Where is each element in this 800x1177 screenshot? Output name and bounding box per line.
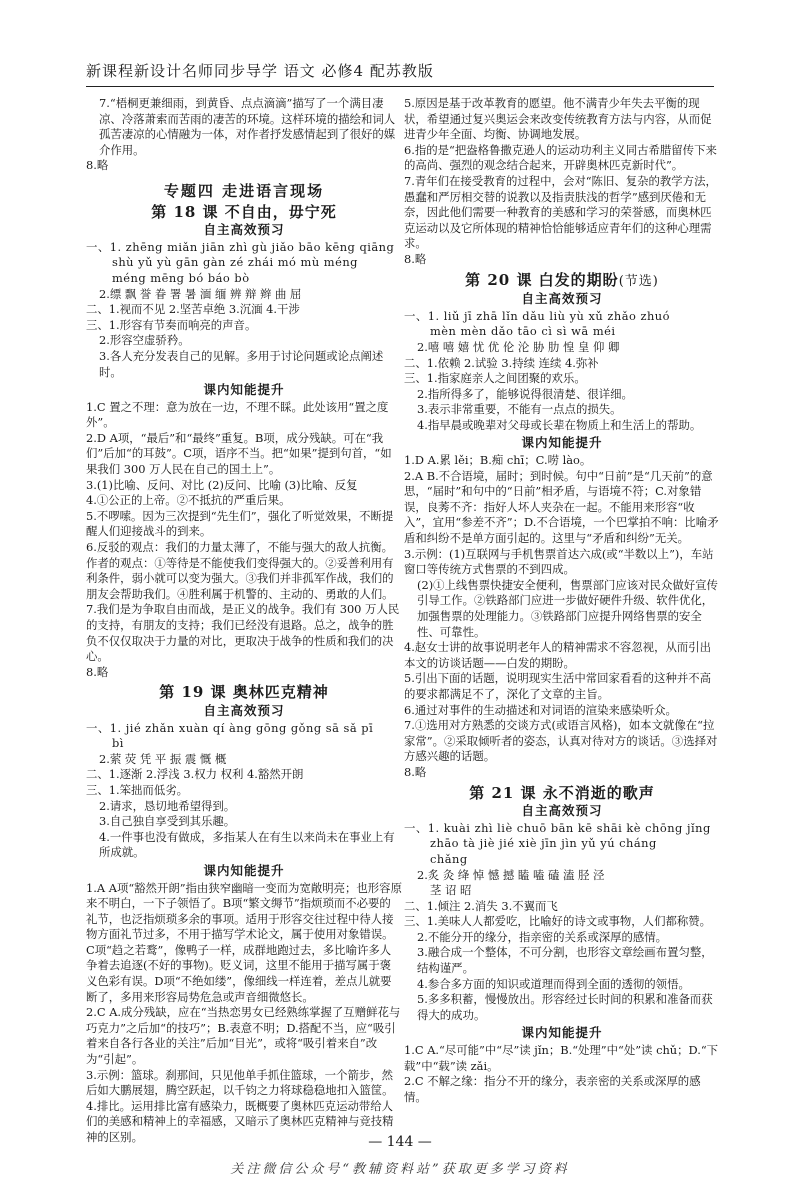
answer-item: 5.引出下面的话题，说明现实生活中常回家看看的这种并不高的要求都满足不了，深化了文章的主旨。: [404, 671, 712, 701]
answer-item: 二、1.视而不见 2.坚苦卓绝 3.沉湎 4.干涉: [86, 302, 300, 317]
section-heading: 课内知能提升: [521, 435, 603, 451]
answer-item: 2.萦 荧 凭 平 振 震 慨 概: [99, 751, 227, 766]
answer-item: 5.多多积蓄，慢慢放出。形容经过长时间的积累和准备而获得大的成功。: [417, 992, 713, 1022]
answer-item: 一、1. liǔ jī zhā lǐn dǎu liù yù xǔ zhǎo zhuó: [404, 308, 670, 323]
lesson-20-title-note: (节选): [618, 273, 659, 289]
answer-item: 1.A A项“豁然开朗”指由狭窄幽暗一变而为宽敞明亮；也形容原来不明白，一下子领悟了。B项“繁文缛节”指烦琐而不必要的礼节，也泛指烦琐多余的事项。适用于形容交往过程中待人接物方面礼节过多，不用于描写学术论文，属于使用对象错误。C项“趋之若鹜”，像鸭子一样，成群地跑过去，多比喻许多人争着去追逐(不好的事物)。贬义词，这里不能用于描写属于褒义色彩有误。D项“不绝如缕”，像细线一样连着，差点儿就要断了，多用来形容局势危急或声音细微悠长。: [86, 880, 402, 1004]
answer-item: 2.指所得多了，能够说得很清楚、很详细。: [417, 386, 633, 401]
answer-item: 2.不能分开的缘分，指亲密的关系或深厚的感情。: [417, 929, 668, 944]
answer-item: 三、1.笨拙而低劣。: [86, 782, 188, 797]
answer-item: 7.①选用对方熟悉的交谈方式(或语言风格)，如本文就像在“拉家常”。②采取倾听者的姿态，认真对待对方的谈话。③选择对方感兴趣的话题。: [404, 718, 718, 764]
page-number: — 144 —: [368, 1134, 432, 1150]
answer-item: 二、1.倾注 2.消失 3.不翼而飞: [404, 898, 558, 913]
answer-item: 4.①公正的上帝。②不抵抗的严重后果。: [86, 493, 291, 508]
answer-item: 7.青年们在接受教育的过程中，会对“陈旧、复杂的教学方法，愚蠢和严厉相交替的说教以及指责肤浅的哲学”感到厌倦和无奈，因此他们需要一种教育的美感和学习的荣誉感，而奥林匹克运动以及它所体现的精神恰恰能够适应青年们的这种心理需求。: [404, 173, 717, 251]
answer-item: 2.D A项，“最后”和“最终”重复。B项，成分残缺。可在“我们”后加“的耳鼓”。C项，语序不当。把“如果”提到句首，“如果我们 300 万人民在自己的国土上”。: [86, 430, 392, 477]
page-header: [86, 58, 714, 87]
answer-item: 二、1.逐渐 2.浮浅 3.权力 权利 4.豁然开朗: [86, 767, 304, 782]
answer-item: 一、1. kuài zhì liè chuō bān kē shāi kè chōng jǐng: [404, 820, 711, 835]
answer-item: 4.参合多方面的知识或道理而得到全面的透彻的领悟。: [417, 976, 690, 991]
answer-item: 2.A B.不合语境，届时；到时候。句中“日前”是“几天前”的意思，“届时”和句中的“日前”相矛盾，与语境不符；C.对象错误，良莠不齐：指好人坏人夹杂在一起。不能用来形容“收入”，宜用“参差不齐”；D.不合语境，一个巴掌拍不响：比喻矛盾和纠纷不是单方面引起的。这里与“矛盾和纠纷”无关。: [404, 468, 719, 546]
answer-item: 7.我们是为争取自由而战，是正义的战争。我们有 300 万人民的支持，有朋友的支持；我们已经没有退路。总之，战争的胜负不仅仅取决于力量的对比，更取决于战争的性质和我们的决心。: [86, 602, 400, 664]
lesson-20-title-text: 第 20 课 白发的期盼: [465, 270, 619, 289]
answer-item: 4.赵女士讲的故事说明老年人的精神需求不容忽视，从而引出本文的访谈话题——白发的期盼。: [404, 640, 712, 670]
answer-item: 三、1.美味人人都爱吃，比喻好的诗文或事物，人们都称赞。: [404, 914, 712, 929]
answer-item: 三、1.指家庭亲人之间团聚的欢乐。: [404, 371, 586, 386]
lesson-20-title: [404, 270, 720, 290]
answer-item: 4.一件事也没有做成，多指某人在有生以来尚未在事业上有所成就。: [99, 829, 395, 860]
answer-item: 2.C 不解之缘：指分不开的缘分，表亲密的关系或深厚的感情。: [404, 1074, 701, 1104]
topic-title: 专题四 走进语言现场: [163, 181, 325, 200]
answer-item: 1.C A.“尽可能”中“尽”读 jǐn；B.“处理”中“处”读 chǔ；D.“下载”中“载”读 zǎi。: [404, 1043, 719, 1073]
answer-item: méng mēng bó báo bò: [112, 270, 250, 285]
right-column: [404, 96, 720, 1105]
lesson-19-title: 第 19 课 奥林匹克精神: [159, 683, 329, 702]
answer-item: 2.炙 灸 绛 悼 憾 撼 瞌 嗑 磕 溘 胫 泾: [417, 867, 605, 882]
answer-item: 3.示例：(1)互联网与手机售票首达六成(或“半数以上”)，车站窗口等传统方式售票的不到四成。: [404, 546, 714, 577]
section-heading: 自主高效预习: [203, 222, 285, 238]
answer-item: 三、1.形容有节奏而响亮的声音。: [86, 317, 257, 332]
answer-item: 一、1. jié zhǎn xuàn qí àng gōng gǒng sā sǎ pī: [86, 720, 374, 735]
answer-item: shù yǔ yù gān gàn zé zhái mó mù méng: [112, 255, 358, 270]
answer-item: 2.嘻 嘻 嬉 忧 优 伦 沦 胁 肋 惶 皇 仰 卿: [417, 339, 620, 354]
section-heading: 自主高效预习: [203, 702, 285, 718]
answer-item: 二、1.依赖 2.试验 3.持续 连续 4.弥补: [404, 355, 599, 370]
answer-item: 2.缥 飘 誉 眷 署 暑 湎 缅 辨 辩 辫 曲 屈: [99, 286, 302, 301]
answer-item: 5.不啰嗦。因为三次提到“先生们”，强化了听觉效果，不断提醒人们迎接战斗的到来。: [86, 508, 394, 539]
answer-item: 8.略: [86, 664, 109, 679]
answer-item: mèn mèn dǎo tāo cì sì wā méi: [430, 324, 616, 339]
answer-item: 3.示例：篮球。刹那间，只见他单手抓住篮球，一个箭步，然后如大鹏展翅，腾空跃起，以千钧之力将球稳稳地扣入篮筐。: [86, 1067, 394, 1098]
answer-item: 3.表示非常重要，不能有一点点的损失。: [417, 402, 622, 417]
answer-item: (2)①上线售票快捷安全便利，售票部门应该对民众做好宣传引导工作。②铁路部门应进一步做好硬件升级、软件优化，加强售票的处理能力。③铁路部门应提升网络售票的安全性、可靠性。: [417, 577, 718, 639]
answer-item: bì: [112, 736, 124, 751]
answer-item: 7.“梧桐更兼细雨，到黄昏、点点滴滴”描写了一个满目凄凉、冷落萧索而苦雨的凄苦的环境。这样环境的描绘和词人孤苦凄凉的心情融为一体，对作者抒发感情起到了很好的媒介作用。: [99, 96, 396, 157]
answer-item: 3.融合成一个整体，不可分割，也形容文章绘画布置匀整，结构谨严。: [417, 945, 713, 976]
section-heading: 自主高效预习: [521, 291, 603, 307]
answer-item: 8.略: [404, 764, 427, 779]
answer-item: 5.原因是基于改革教育的愿望。他不满青少年失去平衡的现状，希望通过复兴奥运会来改变传统教育方法与内容，从而促进青少年全面、均衡、协调地发展。: [404, 96, 712, 142]
answer-item: zhāo tà jiè jié xiè jīn jìn yǔ yú cháng: [430, 836, 657, 851]
answer-item: 6.反驳的观点：我们的力量太薄了，不能与强大的敌人抗衡。作者的观点：①等待是不能使我们变得强大的。②妥善利用有利条件，弱小就可以变为强大。③我们并非孤军作战，我们的朋友会帮助我们。④胜利属于机警的、主动的、勇敢的人们。: [86, 540, 394, 601]
answer-item: 6.通过对事件的生动描述和对词语的渲染来感染听众。: [404, 702, 677, 717]
answer-item: 茎 诏 昭: [430, 883, 472, 898]
answer-item: 2.请求，恳切地希望得到。: [99, 798, 236, 813]
answer-item: 2.形容空虚骄矜。: [99, 333, 190, 348]
answer-item: 2.C A.成分残缺，应在“当热恋男女已经熟练掌握了互赠鲜花与巧克力”之后加“的技巧”；B.表意不明；D.搭配不当，应“吸引着来自各行各业的关注”后加“目光”，或将“吸引着来自”改为“引起”。: [86, 1005, 401, 1067]
header-title: 新课程新设计名师同步导学 语文 必修4 配苏教版: [86, 62, 434, 80]
lesson-21-title: 第 21 课 永不消逝的歌声: [469, 783, 655, 802]
section-heading: 自主高效预习: [521, 803, 603, 819]
answer-item: 3.各人充分发表自己的见解。多用于讨论问题或论点阐述时。: [99, 348, 384, 379]
answer-item: 1.C 置之不理：意为放在一边，不理不睬。此处该用“置之度外”。: [86, 399, 389, 430]
answer-item: 4.排比。运用排比富有感染力，既概要了奥林匹克运动带给人们的美感和精神上的幸福感，又暗示了奥林匹克精神与竞技精神的区别。: [86, 1098, 394, 1144]
answer-item: 3.(1)比喻、反问、对比 (2)反问、比喻 (3)比喻、反复: [86, 477, 358, 492]
left-column: [86, 96, 402, 1146]
answer-item: 8.略: [404, 251, 427, 266]
answer-item: 6.指的是“把盎格鲁撒克逊人的运动功利主义同古希腊留传下来的高尚、强烈的观念结合起来，开辟奥林匹克新时代”。: [404, 142, 717, 173]
answer-item: 8.略: [86, 158, 109, 173]
answer-item: 一、1. zhēng miǎn jiān zhì gù jiǎo bāo kēng qiāng: [86, 239, 395, 254]
section-heading: 课内知能提升: [203, 382, 285, 398]
section-heading: 课内知能提升: [203, 862, 285, 878]
answer-item: 4.指早晨或晚辈对父母或长辈在物质上和生活上的帮助。: [417, 417, 702, 432]
answer-item: 1.D A.累 lěi；B.痴 chī；C.唠 lào。: [404, 453, 592, 468]
footer-note: 关注微信公众号“教辅资料站”获取更多学习资料: [230, 1162, 570, 1177]
answer-item: chǎng: [430, 851, 468, 866]
answer-item: 3.自己独自享受到其乐趣。: [99, 814, 236, 829]
lesson-18-title: 第 18 课 不自由，毋宁死: [151, 202, 337, 221]
section-heading: 课内知能提升: [521, 1025, 603, 1041]
